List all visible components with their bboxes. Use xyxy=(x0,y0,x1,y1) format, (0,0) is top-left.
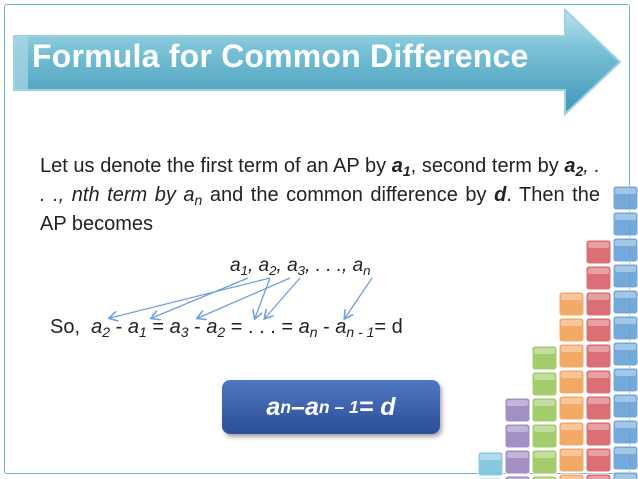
stair-block-highlight xyxy=(588,398,609,404)
stair-block-highlight xyxy=(534,348,555,354)
var-a1: $a_1$ xyxy=(391,155,411,180)
ap-sequence: $a_1$, $a_2$, $a_3$, . . ., $a_n$ xyxy=(230,255,371,278)
stair-block-highlight xyxy=(561,346,582,352)
stair-block-highlight xyxy=(561,450,582,456)
stair-block-highlight xyxy=(615,396,636,402)
stair-block-highlight xyxy=(588,242,609,248)
stair-block-highlight xyxy=(615,266,636,272)
stair-block-highlight xyxy=(588,372,609,378)
stair-block-highlight xyxy=(615,448,636,454)
stair-block-highlight xyxy=(588,424,609,430)
stair-block-highlight xyxy=(534,452,555,458)
stair-block-highlight xyxy=(507,452,528,458)
stair-block-highlight xyxy=(588,450,609,456)
stair-block-highlight xyxy=(588,294,609,300)
var-a2: $a_2$ xyxy=(564,155,584,180)
stair-block-highlight xyxy=(588,320,609,326)
stair-block-highlight xyxy=(534,426,555,432)
stair-block-highlight xyxy=(561,294,582,300)
var-an: $a_n$ xyxy=(183,184,203,209)
stair-block-highlight xyxy=(588,268,609,274)
body-text-part: , . . ., nth term by xyxy=(40,155,600,206)
stair-block-highlight xyxy=(561,398,582,404)
body-text-part: Let us denote the first term of an AP by xyxy=(40,155,392,177)
stair-block-highlight xyxy=(615,318,636,324)
body-text-part: and the common difference by xyxy=(202,184,495,206)
stair-block-highlight xyxy=(615,370,636,376)
stair-block-highlight xyxy=(588,346,609,352)
stair-block-highlight xyxy=(561,372,582,378)
stair-block-highlight xyxy=(507,426,528,432)
stair-block-highlight xyxy=(534,400,555,406)
stair-block-highlight xyxy=(615,292,636,298)
stair-block-highlight xyxy=(615,214,636,220)
var-d: d xyxy=(494,184,507,206)
stair-block-highlight xyxy=(615,188,636,194)
formula-box: a n – a n – 1 = d xyxy=(222,380,440,434)
stair-block-highlight xyxy=(561,424,582,430)
stair-block-highlight xyxy=(615,422,636,428)
stair-block-highlight xyxy=(615,474,636,479)
body-text-part: , second term by xyxy=(410,155,565,177)
difference-equation: So, $a_2 - a_1 = a_3 - a_2$ = . . . = $a_n - a_{n - 1}= d$ xyxy=(50,316,403,341)
stair-block-highlight xyxy=(561,320,582,326)
stair-block-highlight xyxy=(534,374,555,380)
stair-block-highlight xyxy=(480,454,501,460)
stair-block-highlight xyxy=(615,240,636,246)
stair-block-highlight xyxy=(615,344,636,350)
page-title: Formula for Common Difference xyxy=(32,38,529,74)
body-text-part: . Then the AP becomes xyxy=(40,184,600,235)
stair-block-highlight xyxy=(507,400,528,406)
